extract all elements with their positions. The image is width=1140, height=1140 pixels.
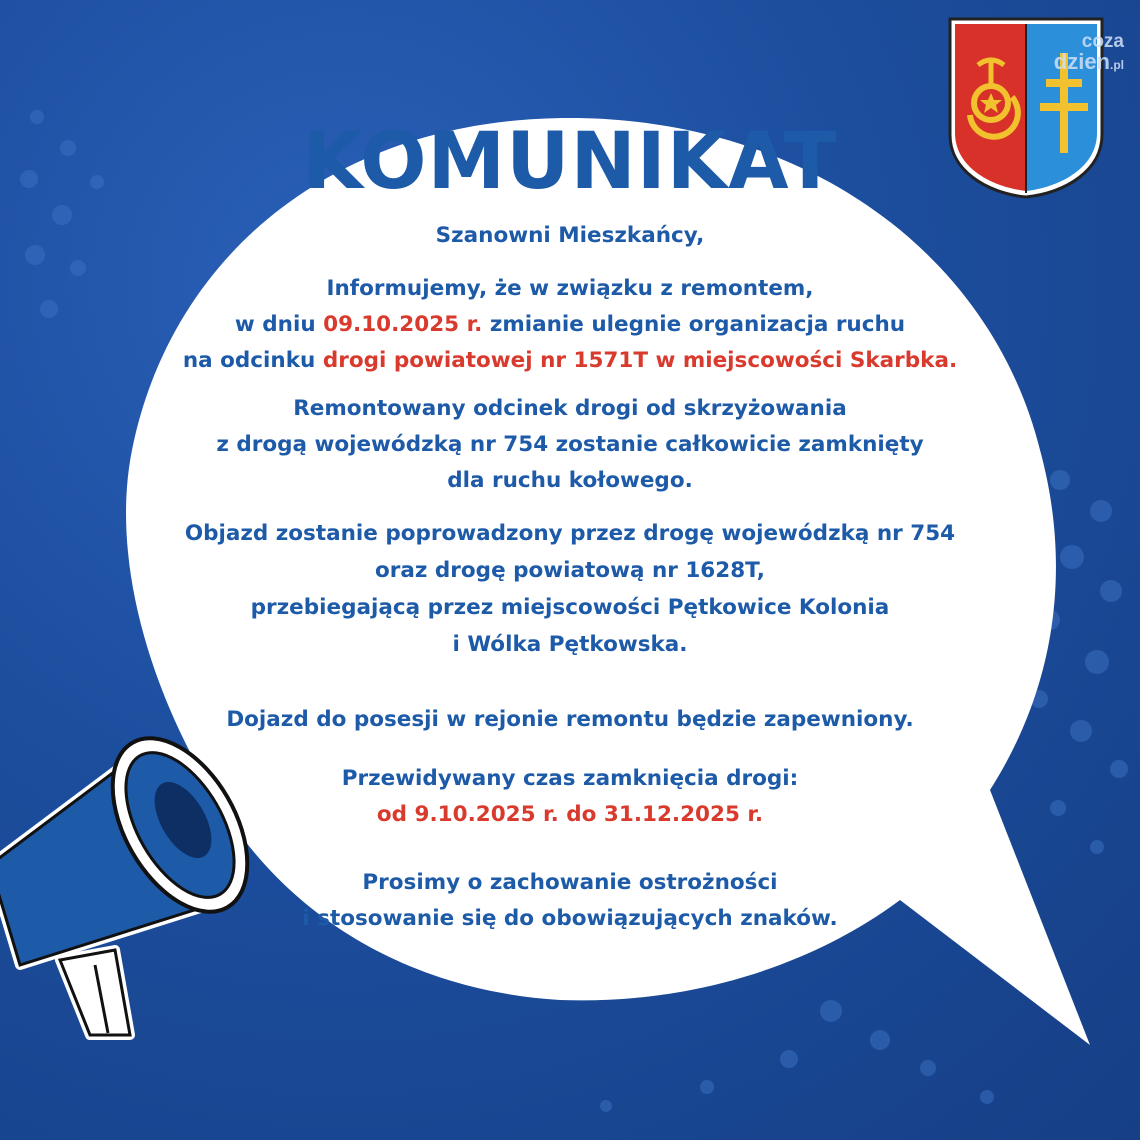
greeting: Szanowni Mieszkańcy, — [435, 223, 705, 248]
paragraph-3-line-1: Objazd zostanie poprowadzony przez drogę wojewódzką nr 754 — [184, 521, 956, 546]
paragraph-3-line-3: przebiegającą przez miejscowości Pętkowice Kolonia — [250, 595, 890, 620]
paragraph-4: Dojazd do posesji w rejonie remontu będzie zapewniony. — [226, 707, 914, 732]
paragraph-2-line-1: Remontowany odcinek drogi od skrzyżowania — [293, 396, 847, 421]
notice-title: KOMUNIKAT — [302, 117, 838, 207]
watermark-suffix: .pl — [1110, 58, 1124, 72]
paragraph-3-line-4: i Wólka Pętkowska. — [452, 632, 688, 657]
paragraph-1-line-1: Informujemy, że w związku z remontem, — [326, 276, 814, 301]
closure-date: 09.10.2025 r. — [323, 312, 483, 337]
paragraph-6-line-2: i stosowanie się do obowiązujących znaków. — [302, 906, 838, 931]
watermark — [1054, 32, 1124, 75]
paragraph-2-line-2: z drogą wojewódzką nr 754 zostanie całkowicie zamknięty — [216, 432, 924, 457]
watermark-line-1: coza — [1081, 31, 1124, 52]
paragraph-1-line-2: w dniu 09.10.2025 r. zmianie ulegnie organizacja ruchu — [234, 312, 906, 337]
paragraph-5-line-1: Przewidywany czas zamknięcia drogi: — [341, 766, 799, 791]
closure-period: od 9.10.2025 r. do 31.12.2025 r. — [376, 802, 764, 827]
paragraph-1-line-3: na odcinku drogi powiatowej nr 1571T w miejscowości Skarbka. — [182, 348, 958, 373]
paragraph-3-line-2: oraz drogę powiatową nr 1628T, — [375, 558, 765, 583]
watermark-line-2: dzien — [1053, 49, 1110, 74]
paragraph-6-line-1: Prosimy o zachowanie ostrożności — [362, 870, 778, 895]
paragraph-2-line-3: dla ruchu kołowego. — [447, 468, 693, 493]
road-name: drogi powiatowej nr 1571T w miejscowości Skarbka. — [322, 348, 958, 373]
